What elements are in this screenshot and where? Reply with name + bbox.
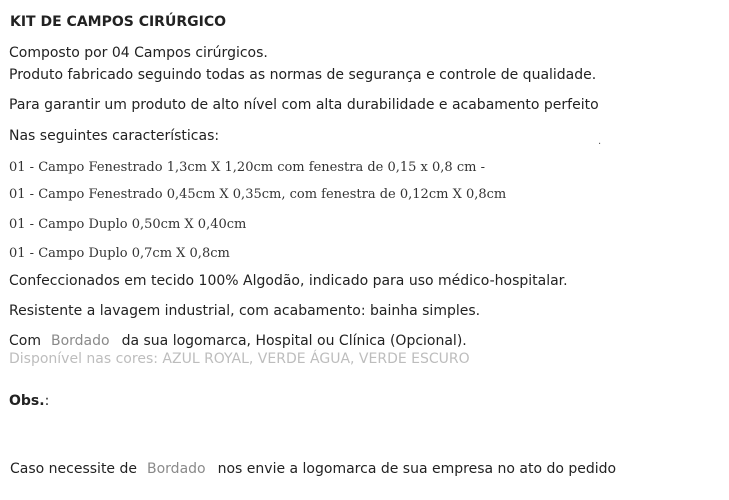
- item-fenestrado-1: 01 - Campo Fenestrado 1,3cm X 1,20cm com fenestra de 0,15 x 0,8 cm -: [9, 160, 485, 175]
- obs-colon: :: [44, 393, 50, 409]
- case-suffix: nos envie a logomarca de sua empresa no ato do pedido: [217, 461, 617, 477]
- embroidery-line: [9, 332, 467, 350]
- item-duplo-1: 01 - Campo Duplo 0,50cm X 0,40cm: [9, 217, 247, 232]
- produced-line: Produto fabricado seguindo todas as normas de segurança e controle de qualidade.: [9, 67, 597, 83]
- obs-label: [9, 392, 49, 410]
- item-duplo-2: 01 - Campo Duplo 0,7cm X 0,8cm: [9, 246, 230, 261]
- features-line: Nas seguintes características:: [9, 128, 220, 144]
- stray-dot: .: [598, 136, 602, 147]
- case-prefix: Caso necessite de: [10, 461, 137, 477]
- resistant-line: Resistente a lavagem industrial, com acabamento: bainha simples.: [9, 303, 481, 319]
- embroidery-suffix: da sua logomarca, Hospital ou Clínica (Opcional).: [121, 333, 467, 349]
- item-fenestrado-2: 01 - Campo Fenestrado 0,45cm X 0,35cm, com fenestra de 0,12cm X 0,8cm: [9, 187, 507, 202]
- faded-text: Disponível nas cores: AZUL ROYAL, VERDE ÁGUA, VERDE ESCURO: [9, 351, 470, 367]
- fabric-line: Confeccionados em tecido 100% Algodão, indicado para uso médico-hospitalar.: [9, 273, 568, 289]
- embroidery-word: Bordado: [50, 333, 110, 349]
- case-word: Bordado: [147, 461, 206, 477]
- faded-clipped-line: [9, 351, 489, 368]
- embroidery-prefix: Com: [9, 333, 41, 349]
- page-title: KIT DE CAMPOS CIRÚRGICO: [10, 14, 226, 30]
- case-line: [10, 460, 616, 478]
- composed-line: Composto por 04 Campos cirúrgicos.: [9, 45, 268, 61]
- guarantee-line: Para garantir um produto de alto nível com alta durabilidade e acabamento perfeito: [9, 97, 599, 113]
- obs-label-bold: Obs.: [9, 393, 45, 409]
